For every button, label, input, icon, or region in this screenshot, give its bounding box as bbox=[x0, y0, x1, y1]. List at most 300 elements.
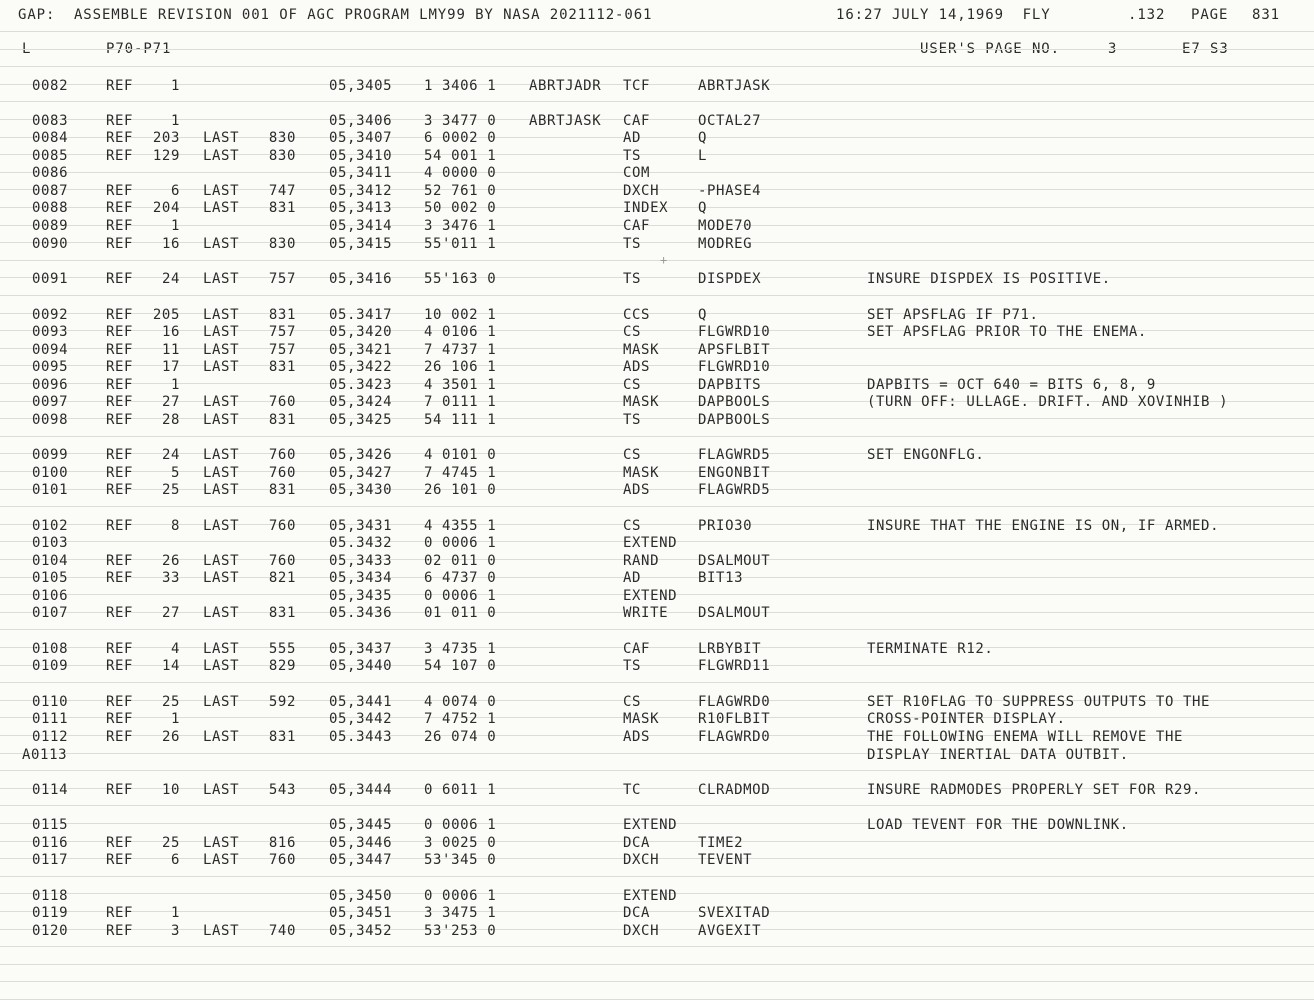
cell-arg: Q bbox=[698, 307, 708, 323]
cell-ln: 0102 bbox=[32, 518, 69, 534]
cell-op: CAF bbox=[623, 641, 651, 657]
cell-arg: TIME2 bbox=[698, 835, 744, 851]
cell-oct: 3 3477 0 bbox=[424, 113, 497, 129]
cell-oct: 0 0006 1 bbox=[424, 588, 497, 604]
table-row bbox=[0, 588, 1314, 604]
paper-rule bbox=[0, 682, 1314, 683]
cell-op: ADS bbox=[623, 729, 651, 745]
cell-ln: 0107 bbox=[32, 605, 69, 621]
table-row bbox=[0, 605, 1314, 621]
cell-n: 1 bbox=[170, 218, 180, 234]
cell-op: AD bbox=[623, 130, 642, 146]
cell-last: LAST bbox=[203, 465, 240, 481]
table-row bbox=[0, 694, 1314, 710]
table-row bbox=[0, 218, 1314, 234]
cell-ln2: 760 bbox=[268, 394, 296, 410]
cell-ln2: 821 bbox=[268, 570, 296, 586]
cell-op: MASK bbox=[623, 711, 660, 727]
cell-ln: 0100 bbox=[32, 465, 69, 481]
cell-addr: 05,3427 bbox=[329, 465, 393, 481]
cell-addr: 05,3421 bbox=[329, 342, 393, 358]
cell-op: CCS bbox=[623, 307, 651, 323]
cell-oct: 1 3406 1 bbox=[424, 78, 497, 94]
cell-ln2: 592 bbox=[268, 694, 296, 710]
table-row bbox=[0, 535, 1314, 551]
cell-com: SET ENGONFLG. bbox=[867, 447, 985, 463]
cell-addr: 05,3416 bbox=[329, 271, 393, 287]
cell-ref: REF bbox=[106, 641, 134, 657]
cell-oct: 4 4355 1 bbox=[424, 518, 497, 534]
cell-ln2: 757 bbox=[268, 342, 296, 358]
cell-arg: FLGWRD10 bbox=[698, 324, 771, 340]
cell-oct: 4 0106 1 bbox=[424, 324, 497, 340]
cell-com: SET R10FLAG TO SUPPRESS OUTPUTS TO THE bbox=[867, 694, 1211, 710]
paper-rule bbox=[0, 295, 1314, 296]
cell-ln2: 760 bbox=[268, 465, 296, 481]
cell-n: 204 bbox=[152, 200, 180, 216]
cell-ln2: 830 bbox=[268, 236, 296, 252]
cell-ln: 0090 bbox=[32, 236, 69, 252]
cell-oct: 54 001 1 bbox=[424, 148, 497, 164]
cell-addr: 05,3420 bbox=[329, 324, 393, 340]
table-row bbox=[0, 148, 1314, 164]
cell-ln: 0088 bbox=[32, 200, 69, 216]
table-row bbox=[0, 447, 1314, 463]
cell-n: 203 bbox=[152, 130, 180, 146]
cell-last: LAST bbox=[203, 130, 240, 146]
cell-last: LAST bbox=[203, 923, 240, 939]
cell-arg: DAPBOOLS bbox=[698, 394, 771, 410]
cell-addr: 05,3405 bbox=[329, 78, 393, 94]
table-row bbox=[0, 888, 1314, 904]
cell-arg: LRBYBIT bbox=[698, 641, 762, 657]
cell-n: 25 bbox=[161, 482, 180, 498]
cell-oct: 3 3475 1 bbox=[424, 905, 497, 921]
cell-last: LAST bbox=[203, 447, 240, 463]
cell-last: LAST bbox=[203, 394, 240, 410]
cell-ref: REF bbox=[106, 518, 134, 534]
cell-last: LAST bbox=[203, 641, 240, 657]
cell-ln: 0114 bbox=[32, 782, 69, 798]
cell-ref: REF bbox=[106, 324, 134, 340]
cell-op: TS bbox=[623, 412, 642, 428]
cell-addr: 05,3450 bbox=[329, 888, 393, 904]
cell-op: INDEX bbox=[623, 200, 669, 216]
cell-arg: ABRTJASK bbox=[698, 78, 771, 94]
cell-addr: 05,3413 bbox=[329, 200, 393, 216]
cell-addr: 05,3430 bbox=[329, 482, 393, 498]
cell-oct: 0 0006 1 bbox=[424, 535, 497, 551]
cell-last: LAST bbox=[203, 553, 240, 569]
cell-op: TS bbox=[623, 658, 642, 674]
l-marker: L bbox=[22, 41, 32, 57]
cell-ref: REF bbox=[106, 183, 134, 199]
table-row bbox=[0, 130, 1314, 146]
cell-ln: 0083 bbox=[32, 113, 69, 129]
cell-arg: DAPBITS bbox=[698, 377, 762, 393]
cell-ref: REF bbox=[106, 307, 134, 323]
cell-n: 27 bbox=[161, 394, 180, 410]
cell-last: LAST bbox=[203, 835, 240, 851]
cell-ln2: 831 bbox=[268, 412, 296, 428]
table-row bbox=[0, 729, 1314, 745]
cell-op: EXTEND bbox=[623, 888, 678, 904]
cell-oct: 0 0006 1 bbox=[424, 888, 497, 904]
cell-n: 5 bbox=[170, 465, 180, 481]
cell-ref: REF bbox=[106, 835, 134, 851]
cell-oct: 55'011 1 bbox=[424, 236, 497, 252]
cell-ref: REF bbox=[106, 342, 134, 358]
cell-addr: 05,3407 bbox=[329, 130, 393, 146]
cell-ln: 0092 bbox=[32, 307, 69, 323]
cell-arg: L bbox=[698, 148, 708, 164]
paper-rule bbox=[0, 31, 1314, 32]
paper-rule bbox=[0, 964, 1314, 965]
cell-ref: REF bbox=[106, 782, 134, 798]
cell-addr: 05,3410 bbox=[329, 148, 393, 164]
cell-n: 1 bbox=[170, 905, 180, 921]
cell-op: EXTEND bbox=[623, 817, 678, 833]
punch-mark-icon: + bbox=[660, 253, 668, 267]
cell-oct: 01 011 0 bbox=[424, 605, 497, 621]
cell-ln: 0109 bbox=[32, 658, 69, 674]
cell-oct: 53'253 0 bbox=[424, 923, 497, 939]
cell-ln: 0086 bbox=[32, 165, 69, 181]
cell-ln: 0111 bbox=[32, 711, 69, 727]
cell-op: DXCH bbox=[623, 923, 660, 939]
table-row bbox=[0, 905, 1314, 921]
cell-oct: 53'345 0 bbox=[424, 852, 497, 868]
table-row bbox=[0, 658, 1314, 674]
cell-addr: 05,3433 bbox=[329, 553, 393, 569]
cell-last: LAST bbox=[203, 236, 240, 252]
header-line bbox=[0, 7, 1314, 23]
cell-addr: 05,3415 bbox=[329, 236, 393, 252]
cell-ref: REF bbox=[106, 729, 134, 745]
cell-op: AD bbox=[623, 570, 642, 586]
cell-arg: FLGWRD11 bbox=[698, 658, 771, 674]
cell-arg: FLAGWRD0 bbox=[698, 694, 771, 710]
paper-rule bbox=[0, 981, 1314, 982]
cell-op: TS bbox=[623, 271, 642, 287]
cell-op: CAF bbox=[623, 113, 651, 129]
cell-ln: 0097 bbox=[32, 394, 69, 410]
table-row bbox=[0, 342, 1314, 358]
cell-oct: 3 3476 1 bbox=[424, 218, 497, 234]
cell-oct: 4 3501 1 bbox=[424, 377, 497, 393]
cell-ref: REF bbox=[106, 465, 134, 481]
cell-ref: REF bbox=[106, 905, 134, 921]
cell-com: (TURN OFF: ULLAGE. DRIFT. AND XOVINHIB ) bbox=[867, 394, 1229, 410]
cell-arg: Q bbox=[698, 130, 708, 146]
cell-ln2: 830 bbox=[268, 148, 296, 164]
cell-arg: FLGWRD10 bbox=[698, 359, 771, 375]
cell-n: 25 bbox=[161, 694, 180, 710]
cell-op: COM bbox=[623, 165, 651, 181]
cell-ref: REF bbox=[106, 130, 134, 146]
cell-ln: 0098 bbox=[32, 412, 69, 428]
cell-n: 1 bbox=[170, 711, 180, 727]
cell-com: SET APSFLAG PRIOR TO THE ENEMA. bbox=[867, 324, 1147, 340]
cell-addr: 05.3417 bbox=[329, 307, 393, 323]
cell-n: 14 bbox=[161, 658, 180, 674]
paper-rule bbox=[0, 260, 1314, 261]
cell-oct: 4 0101 0 bbox=[424, 447, 497, 463]
cell-op: MASK bbox=[623, 465, 660, 481]
cell-arg: DSALMOUT bbox=[698, 605, 771, 621]
cell-n: 6 bbox=[170, 852, 180, 868]
cell-ln2: 747 bbox=[268, 183, 296, 199]
cell-ref: REF bbox=[106, 923, 134, 939]
cell-arg: APSFLBIT bbox=[698, 342, 771, 358]
cell-op: CS bbox=[623, 447, 642, 463]
cell-arg: DISPDEX bbox=[698, 271, 762, 287]
cell-com: INSURE THAT THE ENGINE IS ON, IF ARMED. bbox=[867, 518, 1220, 534]
cell-ln2: 831 bbox=[268, 359, 296, 375]
cell-n: 24 bbox=[161, 271, 180, 287]
cell-ln2: 816 bbox=[268, 835, 296, 851]
cell-last: LAST bbox=[203, 342, 240, 358]
cell-arg: FLAGWRD0 bbox=[698, 729, 771, 745]
cell-last: LAST bbox=[203, 271, 240, 287]
cell-ln: 0104 bbox=[32, 553, 69, 569]
cell-ref: REF bbox=[106, 200, 134, 216]
cell-op: CS bbox=[623, 324, 642, 340]
paper-rule bbox=[0, 49, 1314, 50]
cell-ln: 0117 bbox=[32, 852, 69, 868]
cell-last: LAST bbox=[203, 307, 240, 323]
cell-arg: DSALMOUT bbox=[698, 553, 771, 569]
cell-ref: REF bbox=[106, 359, 134, 375]
cell-arg: CLRADMOD bbox=[698, 782, 771, 798]
cell-last: LAST bbox=[203, 482, 240, 498]
table-row bbox=[0, 236, 1314, 252]
cell-arg: ENGONBIT bbox=[698, 465, 771, 481]
cell-arg: R10FLBIT bbox=[698, 711, 771, 727]
paper-rule bbox=[0, 101, 1314, 102]
cell-addr: 05,3406 bbox=[329, 113, 393, 129]
cell-last: LAST bbox=[203, 570, 240, 586]
section-name: P70-P71 bbox=[106, 41, 172, 57]
cell-ln: 0087 bbox=[32, 183, 69, 199]
cell-oct: 4 0074 0 bbox=[424, 694, 497, 710]
cell-ln: 0110 bbox=[32, 694, 69, 710]
cell-op: TS bbox=[623, 236, 642, 252]
cell-arg: Q bbox=[698, 200, 708, 216]
cell-oct: 54 111 1 bbox=[424, 412, 497, 428]
cell-n: 8 bbox=[170, 518, 180, 534]
cell-lab: ABRTJADR bbox=[529, 78, 602, 94]
cell-arg: SVEXITAD bbox=[698, 905, 771, 921]
cell-last: LAST bbox=[203, 694, 240, 710]
cell-addr: 05,3452 bbox=[329, 923, 393, 939]
cell-oct: 6 0002 0 bbox=[424, 130, 497, 146]
cell-arg: FLAGWRD5 bbox=[698, 482, 771, 498]
table-row bbox=[0, 711, 1314, 727]
cell-com: LOAD TEVENT FOR THE DOWNLINK. bbox=[867, 817, 1129, 833]
cell-n: 33 bbox=[161, 570, 180, 586]
cell-ref: REF bbox=[106, 711, 134, 727]
cell-addr: 05,3422 bbox=[329, 359, 393, 375]
cell-op: EXTEND bbox=[623, 588, 678, 604]
table-row bbox=[0, 412, 1314, 428]
cell-oct: 7 0111 1 bbox=[424, 394, 497, 410]
table-row bbox=[0, 394, 1314, 410]
header-page-number: 831 bbox=[1252, 7, 1280, 23]
cell-n: 28 bbox=[161, 412, 180, 428]
paper-rule bbox=[0, 436, 1314, 437]
cell-ref: REF bbox=[106, 658, 134, 674]
cell-op: WRITE bbox=[623, 605, 669, 621]
cell-n: 4 bbox=[170, 641, 180, 657]
cell-oct: 0 0006 1 bbox=[424, 817, 497, 833]
table-row bbox=[0, 553, 1314, 569]
table-row bbox=[0, 113, 1314, 129]
cell-op: EXTEND bbox=[623, 535, 678, 551]
cell-ref: REF bbox=[106, 553, 134, 569]
cell-ln: 0093 bbox=[32, 324, 69, 340]
table-row bbox=[0, 923, 1314, 939]
cell-oct: 26 101 0 bbox=[424, 482, 497, 498]
cell-ln: 0118 bbox=[32, 888, 69, 904]
cell-com: CROSS-POINTER DISPLAY. bbox=[867, 711, 1066, 727]
cell-ln: 0091 bbox=[32, 271, 69, 287]
cell-ln2: 831 bbox=[268, 482, 296, 498]
cell-com: INSURE DISPDEX IS POSITIVE. bbox=[867, 271, 1111, 287]
cell-n: 27 bbox=[161, 605, 180, 621]
cell-arg: FLAGWRD5 bbox=[698, 447, 771, 463]
cell-n: 1 bbox=[170, 78, 180, 94]
cell-last: LAST bbox=[203, 359, 240, 375]
cell-op: TS bbox=[623, 148, 642, 164]
cell-ref: REF bbox=[106, 605, 134, 621]
cell-n: 24 bbox=[161, 447, 180, 463]
cell-ref: REF bbox=[106, 78, 134, 94]
cell-n: 1 bbox=[170, 377, 180, 393]
cell-arg: MODE70 bbox=[698, 218, 753, 234]
cell-ln: 0096 bbox=[32, 377, 69, 393]
cell-oct: 50 002 0 bbox=[424, 200, 497, 216]
cell-ln2: 757 bbox=[268, 324, 296, 340]
cell-com: THE FOLLOWING ENEMA WILL REMOVE THE bbox=[867, 729, 1184, 745]
cell-ln: 0101 bbox=[32, 482, 69, 498]
paper-rule bbox=[0, 770, 1314, 771]
cell-ln: A0113 bbox=[22, 747, 68, 763]
cell-addr: 05,3445 bbox=[329, 817, 393, 833]
cell-op: MASK bbox=[623, 342, 660, 358]
cell-addr: 05,3431 bbox=[329, 518, 393, 534]
cell-last: LAST bbox=[203, 605, 240, 621]
cell-op: MASK bbox=[623, 394, 660, 410]
table-row bbox=[0, 465, 1314, 481]
cell-addr: 05,3437 bbox=[329, 641, 393, 657]
cell-last: LAST bbox=[203, 183, 240, 199]
cell-last: LAST bbox=[203, 729, 240, 745]
cell-arg: TEVENT bbox=[698, 852, 753, 868]
cell-addr: 05,3451 bbox=[329, 905, 393, 921]
cell-arg: AVGEXIT bbox=[698, 923, 762, 939]
cell-addr: 05,3441 bbox=[329, 694, 393, 710]
cell-n: 26 bbox=[161, 553, 180, 569]
table-row bbox=[0, 518, 1314, 534]
cell-addr: 05,3434 bbox=[329, 570, 393, 586]
cell-ref: REF bbox=[106, 236, 134, 252]
cell-op: DXCH bbox=[623, 183, 660, 199]
cell-op: DCA bbox=[623, 835, 651, 851]
paper-rule bbox=[0, 629, 1314, 630]
cell-ln2: 829 bbox=[268, 658, 296, 674]
cell-op: RAND bbox=[623, 553, 660, 569]
cell-ref: REF bbox=[106, 377, 134, 393]
cell-addr: 05,3411 bbox=[329, 165, 393, 181]
cell-oct: 0 6011 1 bbox=[424, 782, 497, 798]
cell-last: LAST bbox=[203, 518, 240, 534]
cell-ref: REF bbox=[106, 412, 134, 428]
cell-ref: REF bbox=[106, 482, 134, 498]
cell-n: 16 bbox=[161, 324, 180, 340]
cell-ref: REF bbox=[106, 218, 134, 234]
cell-oct: 7 4752 1 bbox=[424, 711, 497, 727]
cell-op: CS bbox=[623, 694, 642, 710]
cell-addr: 05,3412 bbox=[329, 183, 393, 199]
cell-ln: 0112 bbox=[32, 729, 69, 745]
cell-n: 17 bbox=[161, 359, 180, 375]
cell-oct: 3 0025 0 bbox=[424, 835, 497, 851]
cell-oct: 52 761 0 bbox=[424, 183, 497, 199]
cell-arg: -PHASE4 bbox=[698, 183, 762, 199]
cell-ln: 0119 bbox=[32, 905, 69, 921]
cell-ln2: 831 bbox=[268, 729, 296, 745]
cell-last: LAST bbox=[203, 324, 240, 340]
cell-n: 16 bbox=[161, 236, 180, 252]
table-row bbox=[0, 183, 1314, 199]
cell-n: 1 bbox=[170, 113, 180, 129]
cell-n: 6 bbox=[170, 183, 180, 199]
cell-op: CS bbox=[623, 377, 642, 393]
cell-oct: 7 4745 1 bbox=[424, 465, 497, 481]
cell-ln2: 543 bbox=[268, 782, 296, 798]
cell-ln: 0103 bbox=[32, 535, 69, 551]
header-page-label: PAGE bbox=[1191, 7, 1229, 23]
cell-ln2: 831 bbox=[268, 307, 296, 323]
header-code: .132 bbox=[1128, 7, 1166, 23]
cell-oct: 6 4737 0 bbox=[424, 570, 497, 586]
cell-addr: 05.3432 bbox=[329, 535, 393, 551]
table-row bbox=[0, 852, 1314, 868]
cell-op: ADS bbox=[623, 359, 651, 375]
cell-last: LAST bbox=[203, 200, 240, 216]
cell-ln: 0120 bbox=[32, 923, 69, 939]
cell-ln2: 831 bbox=[268, 605, 296, 621]
cell-ln: 0094 bbox=[32, 342, 69, 358]
cell-ln2: 760 bbox=[268, 447, 296, 463]
cell-oct: 7 4737 1 bbox=[424, 342, 497, 358]
table-row bbox=[0, 359, 1314, 375]
cell-addr: 05.3443 bbox=[329, 729, 393, 745]
cell-ln: 0099 bbox=[32, 447, 69, 463]
cell-ln2: 760 bbox=[268, 852, 296, 868]
cell-n: 26 bbox=[161, 729, 180, 745]
cell-ln: 0106 bbox=[32, 588, 69, 604]
paper-rule bbox=[0, 946, 1314, 947]
header-title: GAP: ASSEMBLE REVISION 001 OF AGC PROGRAM LMY99 BY NASA 2021112-061 bbox=[18, 7, 653, 23]
cell-com: INSURE RADMODES PROPERLY SET FOR R29. bbox=[867, 782, 1202, 798]
cell-arg: BIT13 bbox=[698, 570, 744, 586]
cell-oct: 55'163 0 bbox=[424, 271, 497, 287]
cell-op: DCA bbox=[623, 905, 651, 921]
cell-ln: 0116 bbox=[32, 835, 69, 851]
cell-addr: 05,3444 bbox=[329, 782, 393, 798]
